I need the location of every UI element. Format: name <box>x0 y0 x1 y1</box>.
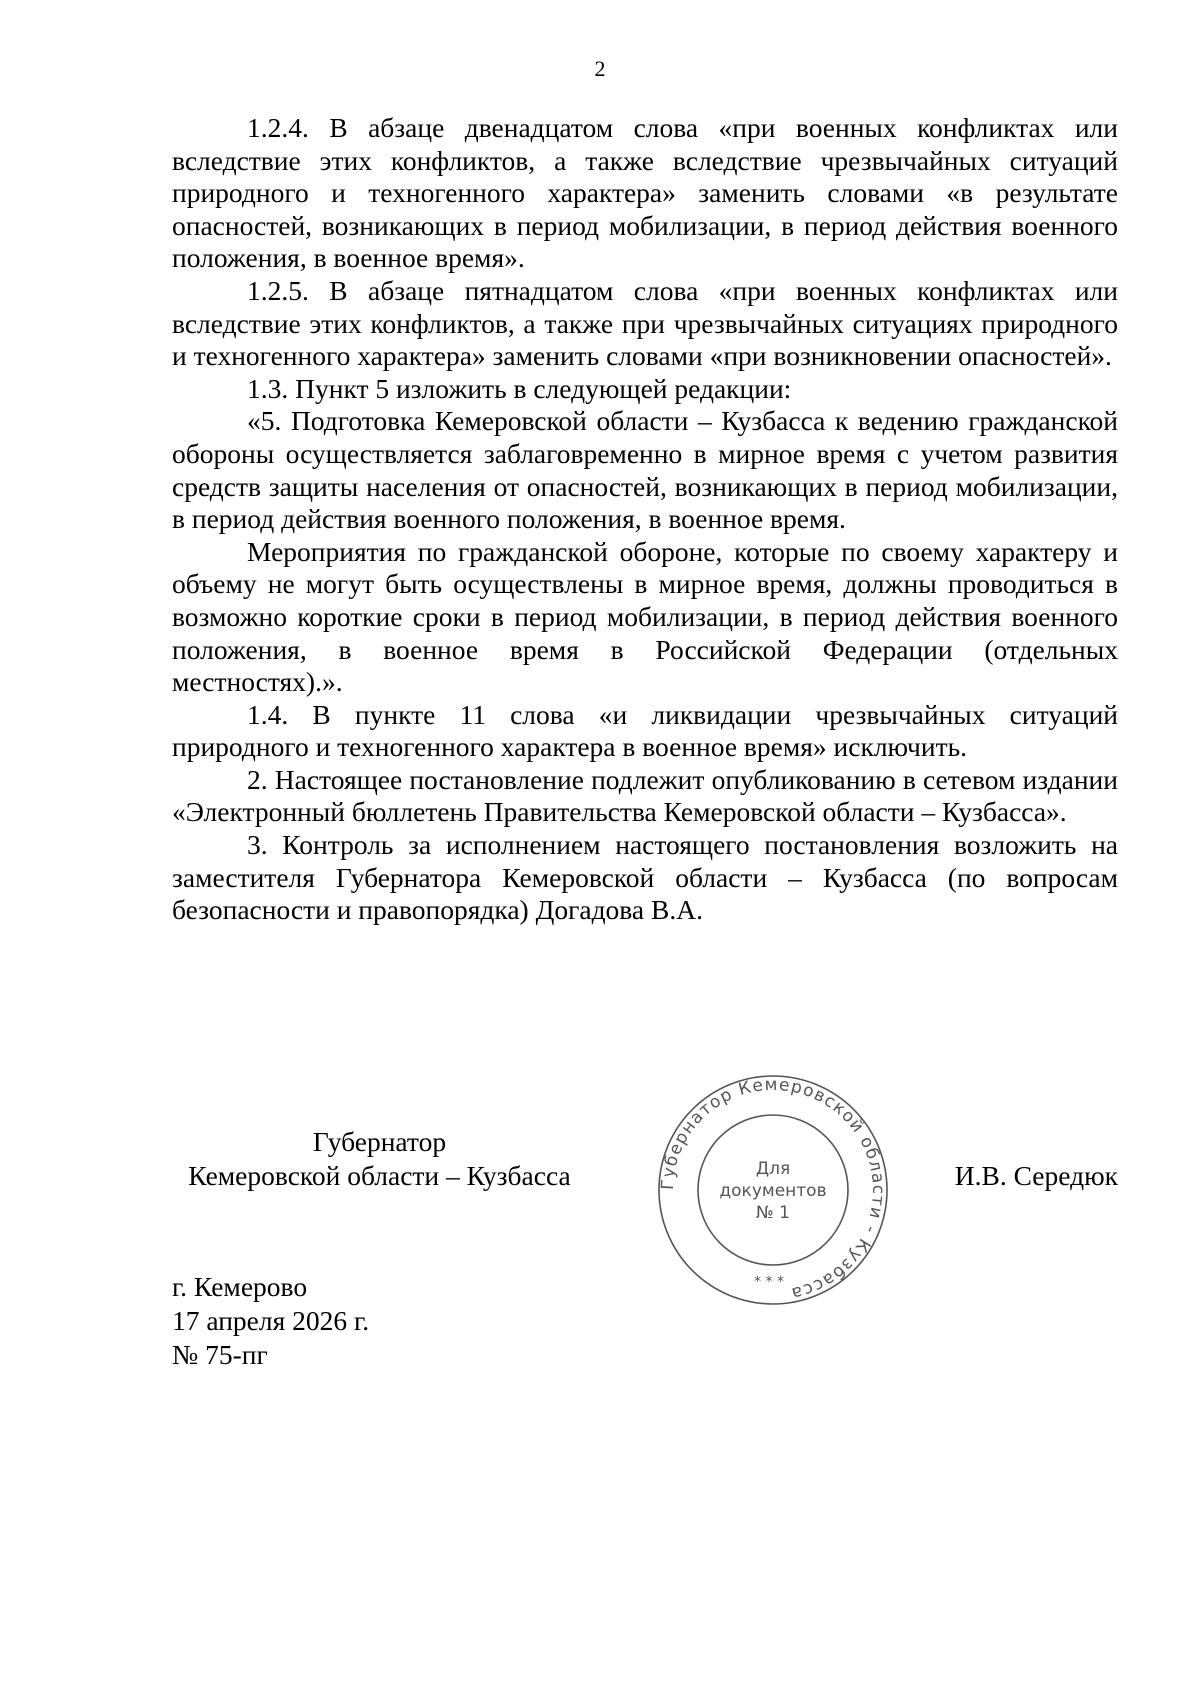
footer-number: № 75-пг <box>172 1339 268 1370</box>
document-footer <box>172 1270 369 1372</box>
signatory-title <box>182 1125 577 1193</box>
paragraph-1-3: 1.3. Пункт 5 изложить в следующей редакции: <box>247 372 792 404</box>
seal-center-line-2: документов <box>719 1181 827 1201</box>
seal-center-line-3: № 1 <box>756 1203 790 1223</box>
paragraph-1-4: 1.4. В пункте 11 слова «и ликвидации чрезвычайных ситуаций природного и техногенного характера в военное время» исключить. <box>172 698 1118 763</box>
footer-city: г. Кемерово <box>172 1271 308 1302</box>
paragraph-3: 3. Контроль за исполнением настоящего постановления возложить на заместителя Губернатора Кемеровской области – Кузбасса (по вопросам безопасности и правопорядка) Догадова В.А. <box>172 829 1118 926</box>
signature-block <box>172 1125 1118 1205</box>
footer-date: 17 апреля 2026 г. <box>172 1305 370 1336</box>
signatory-title-line-2: Кемеровской области – Кузбасса <box>188 1160 571 1191</box>
paragraph-measures: Мероприятия по гражданской обороне, которые по своему характеру и объему не могут быть осуществлены в мирное время, должны проводиться в возможно короткие сроки в период мобилизации, в период действия военного положения, в военное время в Российской Федерации (отдельных местностях).». <box>172 535 1118 698</box>
page-number: 2 <box>594 56 606 81</box>
official-seal <box>657 1074 889 1306</box>
document-body <box>172 112 1118 927</box>
seal-stars: * * * <box>754 1274 784 1290</box>
paragraph-point-5: «5. Подготовка Кемеровской области – Кузбасса к ведению гражданской обороны осуществляется заблаговременно в мирное время с учетом развития средств защиты населения от опасностей, возникающих в период мобилизации, в период действия военного положения, в военное время. <box>172 405 1118 535</box>
seal-ring-text: Губернатор Кемеровской области - Кузбасса <box>657 1074 889 1304</box>
signatory-title-line-1: Губернатор <box>312 1126 447 1157</box>
paragraph-1-2-5: 1.2.5. В абзаце пятнадцатом слова «при военных конфликтах или вследствие этих конфликтов, а также при чрезвычайных ситуациях природного и техногенного характера» заменить словами «при возникновении опасностей». <box>172 274 1118 372</box>
signatory-name: И.В. Середюк <box>954 1160 1118 1191</box>
paragraph-1-2-4: 1.2.4. В абзаце двенадцатом слова «при военных конфликтах или вследствие этих конфликтов, а также вследствие чрезвычайных ситуаций природного и техногенного характера» заменить словами «в результате опасностей, возникающих в период мобилизации, в период действия военного положения, в военное время». <box>172 112 1118 274</box>
paragraph-2: 2. Настоящее постановление подлежит опубликованию в сетевом издании «Электронный бюллетень Правительства Кемеровской области – Кузбасса». <box>172 763 1118 828</box>
seal-center-line-1: Для <box>755 1159 791 1179</box>
